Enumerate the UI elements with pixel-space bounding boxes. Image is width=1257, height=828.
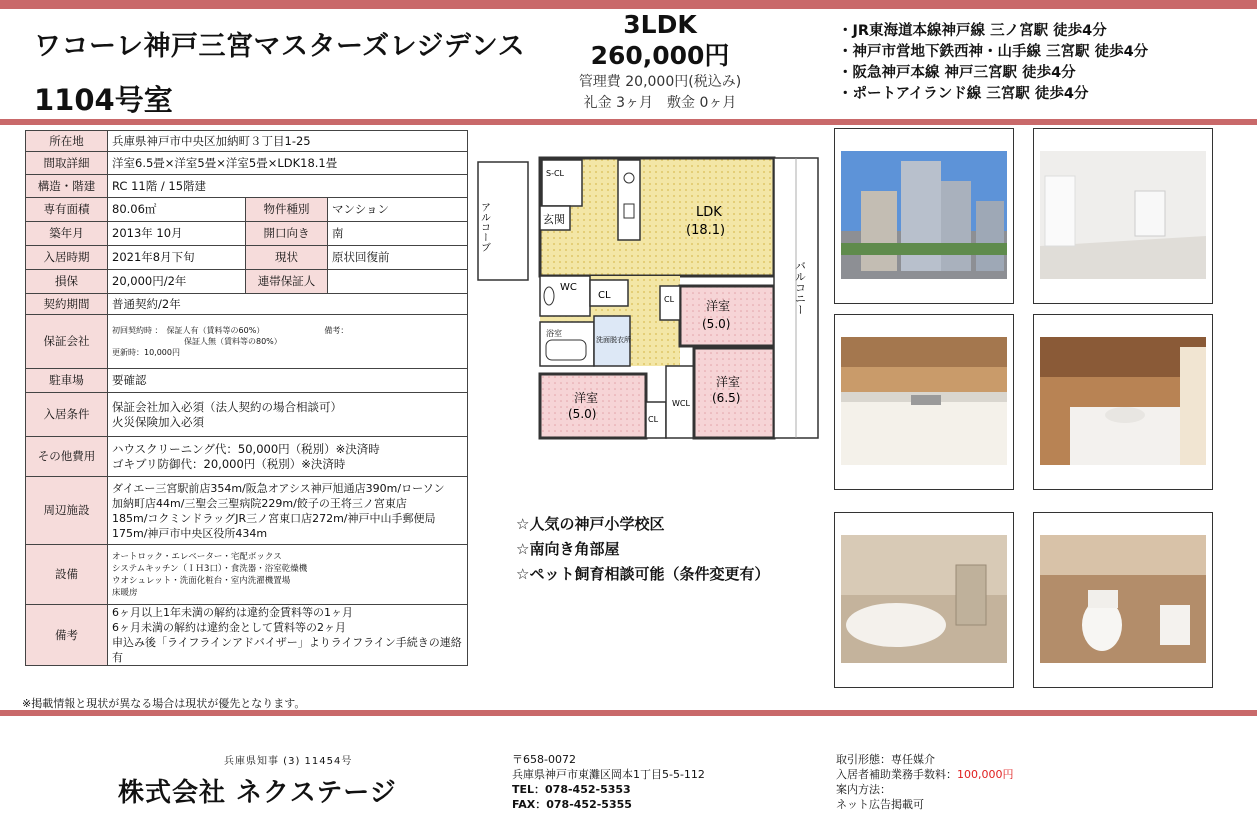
- access-list: [838, 21, 1148, 105]
- ldk-size: (18.1): [686, 223, 726, 238]
- photo-bathroom: [834, 512, 1014, 688]
- price-block: [540, 10, 780, 114]
- photo-kitchen: [834, 314, 1014, 490]
- nearby-line: 185m/コクミンドラッグJR三ノ宮東口店272m/神戸中山手郵便局: [112, 511, 436, 525]
- exterior-image: [841, 151, 1007, 279]
- bath-label: 浴室: [546, 329, 562, 338]
- other-fee-value: [108, 437, 468, 477]
- postal-code: 〒658-0072: [512, 753, 576, 766]
- equipment-label: 設備: [26, 545, 108, 605]
- guarantor-label: 連帯保証人: [246, 270, 328, 294]
- ad-permission: ネット広告掲載可: [836, 798, 924, 811]
- type-value: マンション: [328, 198, 468, 222]
- remarks-value: [108, 605, 468, 666]
- highlight-item: ☆人気の神戸小学校区: [516, 515, 665, 533]
- conditions-line: 火災保険加入必須: [112, 414, 204, 429]
- nearby-line: ダイエー三宮駅前店354m/阪急オアシス神戸旭通店390m/ローソン: [112, 481, 445, 495]
- layout-label: 間取詳細: [26, 152, 108, 175]
- other-fee-line: ハウスクリーニング代：50,000円（税別）※決済時: [112, 441, 380, 456]
- living-room-image: [1040, 151, 1206, 279]
- ldk-label: LDK: [696, 205, 722, 220]
- room2-size: (5.0): [568, 407, 597, 421]
- nearby-line: 175m/神戸市中央区役所434m: [112, 526, 268, 540]
- direction-label: 開口向き: [246, 222, 328, 246]
- guarantee-value: [108, 315, 468, 369]
- damage-insurance-label: 損保: [26, 270, 108, 294]
- condition-value: 原状回復前: [328, 246, 468, 270]
- footnote: ※掲載情報と現状が異なる場合は現状が優先となります。: [22, 697, 306, 710]
- guarantee-line: 保証人無（賃料等の80%）: [112, 337, 282, 346]
- photo-toilet: [1033, 512, 1213, 688]
- kitchen-image: [841, 337, 1007, 465]
- deposit-key-money: 礼金 3ヶ月 敷金 0ヶ月: [583, 95, 737, 111]
- washroom-image: [1040, 337, 1206, 465]
- direction-value: 南: [328, 222, 468, 246]
- equipment-value: [108, 545, 468, 605]
- guarantee-label: 保証会社: [26, 315, 108, 369]
- remarks-label: 備考: [26, 605, 108, 666]
- nearby-label: 周辺施設: [26, 477, 108, 545]
- access-item: ・神戸市営地下鉄西神・山手線 三宮駅 徒歩4分: [838, 44, 1149, 60]
- remarks-line: 6ヶ月以上1年未満の解約は違約金賃料等の1ヶ月: [112, 606, 353, 619]
- fee-label: 入居者補助業務手数料：: [836, 768, 957, 781]
- photo-living: [1033, 128, 1213, 304]
- room2-closet-label: CL: [648, 415, 659, 424]
- move-in-label: 入居時期: [26, 246, 108, 270]
- room1-label: 洋室: [706, 299, 731, 313]
- parking-value: 要確認: [108, 369, 468, 393]
- license-number: 兵庫県知事 (3) 11454号: [224, 756, 353, 767]
- guarantor-value: [328, 270, 468, 294]
- wcl-label: WCL: [672, 399, 690, 408]
- bottom-accent-bar: [0, 710, 1257, 716]
- deal-info-block: [836, 752, 1014, 812]
- wc-label: WC: [560, 282, 577, 293]
- conditions-value: [108, 393, 468, 437]
- conditions-line: 保証会社加入必須（法人契約の場合相談可）: [112, 399, 342, 414]
- room2-label: 洋室: [574, 391, 599, 405]
- company-address-block: [512, 752, 705, 812]
- western-room-1: [680, 286, 774, 346]
- balcony-label: バルコニー: [793, 260, 807, 315]
- equipment-line: 床暖房: [112, 587, 138, 598]
- other-fee-label: その他費用: [26, 437, 108, 477]
- damage-insurance-value: 20,000円/2年: [108, 270, 246, 294]
- bathroom-image: [841, 535, 1007, 663]
- middle-accent-bar: [0, 119, 1257, 125]
- contract-label: 契約期間: [26, 294, 108, 315]
- rent-price: 260,000円: [590, 41, 730, 70]
- company-name: 株式会社 ネクステージ: [118, 778, 397, 808]
- alcove-label: アルコーブ: [478, 202, 490, 252]
- entrance-label: 玄関: [543, 213, 565, 226]
- nearby-line: 加納町店44m/三聖会三聖病院229m/餃子の王将三ノ宮東店: [112, 496, 407, 510]
- room1-size: (5.0): [702, 317, 731, 331]
- structure-value: RC 11階 / 15階建: [108, 175, 468, 198]
- western-room-2: [540, 374, 646, 438]
- structure-label: 構造・階建: [26, 175, 108, 198]
- tel-number: TEL：078-452-5353: [512, 783, 631, 796]
- kitchen-counter: [618, 160, 640, 240]
- highlight-item: ☆南向き角部屋: [516, 540, 620, 558]
- move-in-value: 2021年8月下旬: [108, 246, 246, 270]
- highlights: [516, 512, 769, 587]
- building-name: ワコーレ神戸三宮マスターズレジデンス: [34, 31, 526, 62]
- toilet-image: [1040, 535, 1206, 663]
- photo-washroom: [1033, 314, 1213, 490]
- address-label: 所在地: [26, 131, 108, 152]
- nearby-value: [108, 477, 468, 545]
- equipment-line: システムキッチン（ＩＨ3口）・食洗器・浴室乾燥機: [112, 563, 308, 574]
- company-address: 兵庫県神戸市東灘区岡本1丁目5-5-112: [512, 768, 705, 781]
- layout-value: 洋室6.5畳×洋室5畳×洋室5畳×LDK18.1畳: [108, 152, 468, 175]
- guarantee-line: 初回契約時 ： 保証人有（賃料等の60%） 備考：: [112, 326, 349, 335]
- management-fee: 管理費 20,000円(税込み): [578, 74, 742, 90]
- highlight-item: ☆ペット飼育相談可能（条件変更有）: [516, 565, 770, 583]
- condition-label: 現状: [246, 246, 328, 270]
- built-label: 築年月: [26, 222, 108, 246]
- area-label: 専有面積: [26, 198, 108, 222]
- room-number: 1104号室: [34, 83, 173, 117]
- conditions-label: 入居条件: [26, 393, 108, 437]
- floor-plan: [474, 140, 836, 450]
- room3-size: (6.5): [712, 391, 741, 405]
- s-cl-label: S-CL: [546, 169, 565, 178]
- layout-type: 3LDK: [623, 10, 697, 39]
- access-item: ・JR東海道本線神戸線 三ノ宮駅 徒歩4分: [838, 23, 1107, 39]
- photo-exterior: [834, 128, 1014, 304]
- access-item: ・阪急神戸本線 神戸三宮駅 徒歩4分: [838, 65, 1076, 81]
- type-label: 物件種別: [246, 198, 328, 222]
- contract-value: 普通契約/2年: [108, 294, 468, 315]
- area-value: 80.06㎡: [108, 198, 246, 222]
- access-item: ・ポートアイランド線 三宮駅 徒歩4分: [838, 86, 1089, 102]
- bathtub-icon: [546, 340, 586, 360]
- fax-number: FAX：078-452-5355: [512, 798, 632, 811]
- viewing-method: 案内方法：: [836, 783, 891, 796]
- equipment-line: ウオシュレット・洗面化粧台・室内洗濯機置場: [112, 575, 291, 586]
- equipment-line: オートロック・エレベーター・宅配ボックス: [112, 551, 282, 562]
- closet-label: CL: [598, 290, 611, 301]
- address-value: 兵庫県神戸市中央区加納町３丁目1-25: [108, 131, 468, 152]
- built-value: 2013年 10月: [108, 222, 246, 246]
- deal-type: 取引形態：専任媒介: [836, 753, 935, 766]
- fee-value: 100,000円: [957, 768, 1014, 781]
- room3-label: 洋室: [716, 375, 741, 389]
- property-spec-table: [25, 130, 468, 666]
- parking-label: 駐車場: [26, 369, 108, 393]
- s-cl-area: [542, 160, 582, 206]
- toilet-icon: [544, 287, 554, 305]
- top-accent-bar: [0, 0, 1257, 9]
- room1-closet-label: CL: [664, 295, 675, 304]
- other-fee-line: ゴキブリ防御代：20,000円（税別）※決済時: [112, 456, 346, 471]
- remarks-line: 申込み後「ライフラインアドバイザー」よりライフライン手続きの連絡有: [112, 636, 462, 664]
- remarks-line: 6ヶ月未満の解約は違約金として賃料等の2ヶ月: [112, 621, 346, 634]
- washroom-label: 洗面脱衣所: [596, 336, 631, 344]
- guarantee-line: 更新時：10,000円: [112, 348, 180, 357]
